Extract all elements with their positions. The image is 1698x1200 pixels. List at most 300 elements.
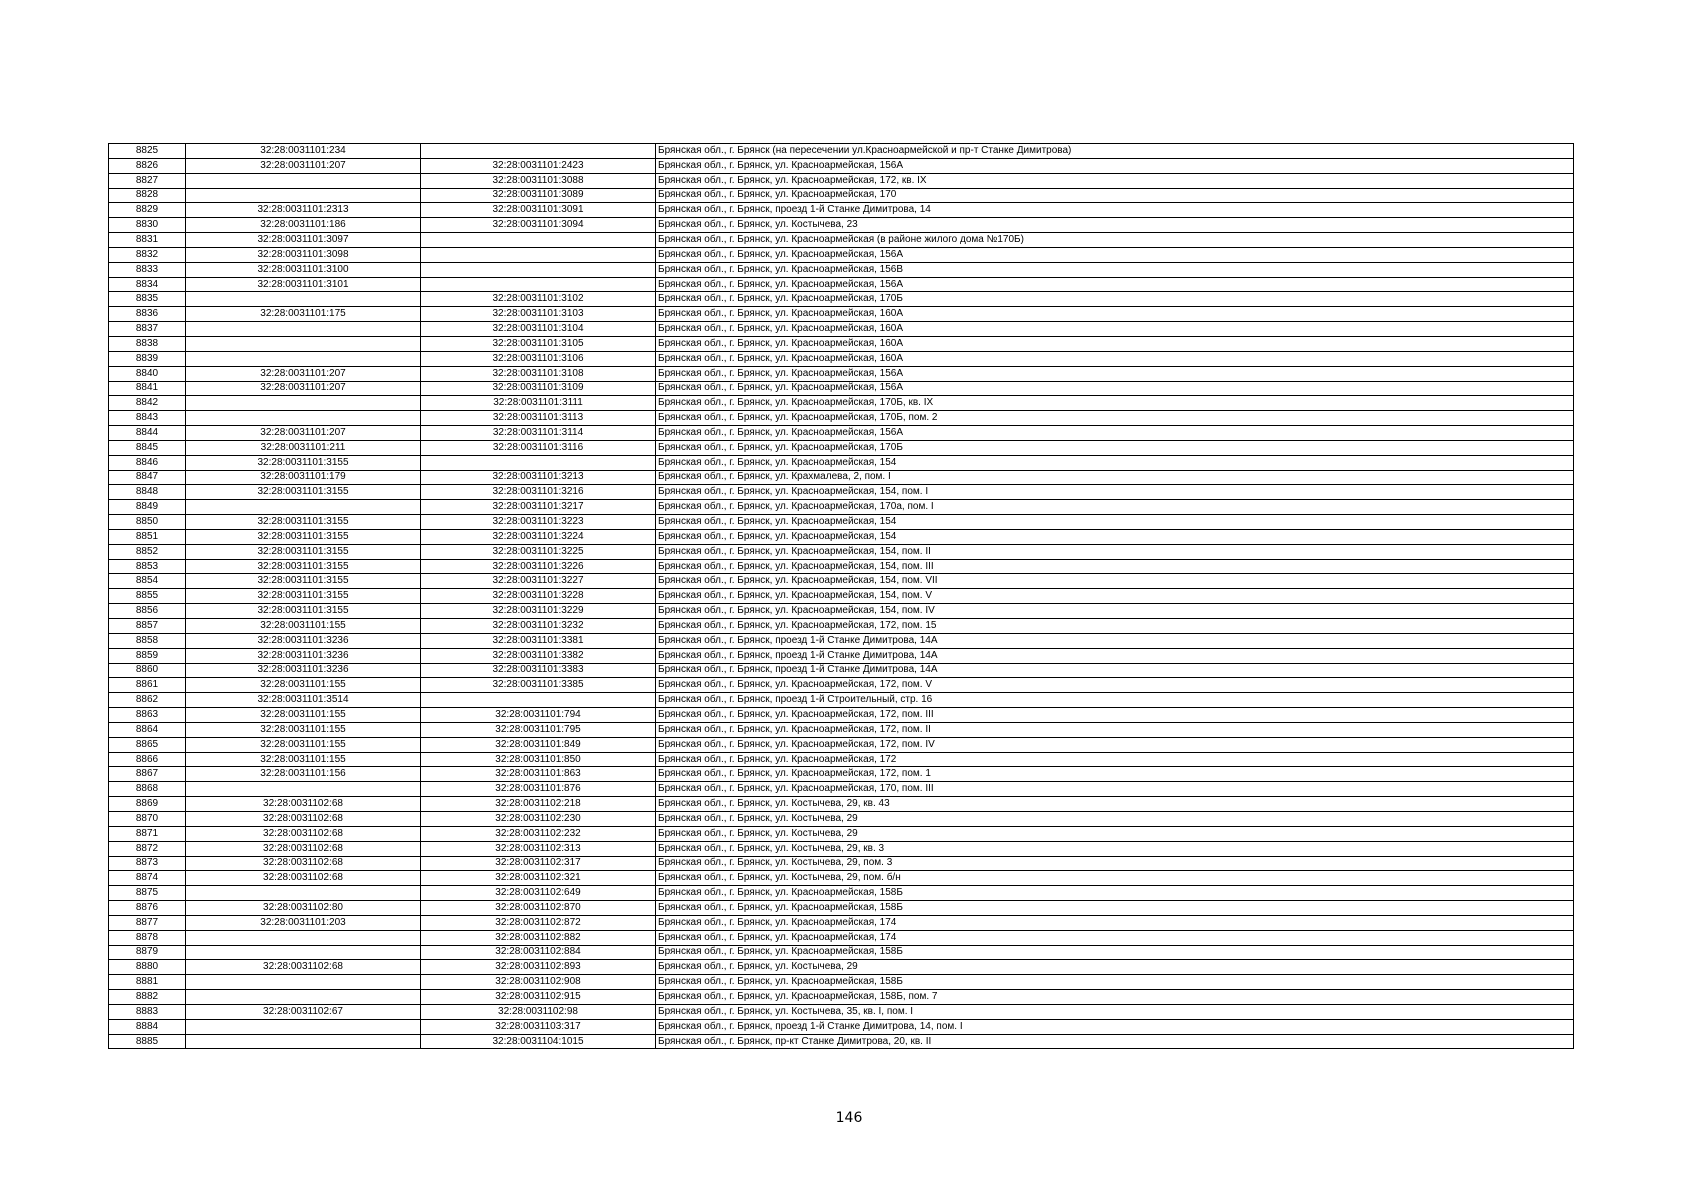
object-cadastral-number-cell: 32:28:0031101:3232 bbox=[421, 619, 656, 634]
address-prefix: Брянская обл., г. Брянск, bbox=[658, 649, 776, 661]
address-cell bbox=[656, 663, 1574, 678]
table-row bbox=[109, 678, 1574, 693]
address-prefix: Брянская обл., г. Брянск, bbox=[658, 456, 776, 468]
address-detail: ул. Красноармейская, 154 bbox=[775, 530, 897, 542]
land-cadastral-number-cell: 32:28:0031101:155 bbox=[186, 737, 421, 752]
address-cell bbox=[656, 351, 1574, 366]
table-row bbox=[109, 144, 1574, 159]
address-prefix: Брянская обл., г. Брянск, bbox=[658, 723, 776, 735]
object-cadastral-number-cell: 32:28:0031101:3089 bbox=[421, 188, 656, 203]
table-row bbox=[109, 945, 1574, 960]
address-cell bbox=[656, 990, 1574, 1005]
address-detail: ул. Красноармейская, 170Б, пом. 2 bbox=[775, 412, 938, 424]
land-cadastral-number-cell: 32:28:0031101:3155 bbox=[186, 515, 421, 530]
land-cadastral-number-cell: 32:28:0031101:3155 bbox=[186, 604, 421, 619]
object-cadastral-number-cell: 32:28:0031101:3228 bbox=[421, 589, 656, 604]
row-number-cell: 8835 bbox=[109, 292, 186, 307]
table-row bbox=[109, 485, 1574, 500]
address-prefix: Брянская обл., г. Брянск, bbox=[658, 308, 776, 320]
row-number-cell: 8861 bbox=[109, 678, 186, 693]
land-cadastral-number-cell: 32:28:0031101:3155 bbox=[186, 589, 421, 604]
row-number-cell: 8881 bbox=[109, 975, 186, 990]
object-cadastral-number-cell: 32:28:0031101:3105 bbox=[421, 336, 656, 351]
row-number-cell: 8879 bbox=[109, 945, 186, 960]
address-prefix: Брянская обл., г. Брянск, bbox=[658, 887, 776, 899]
address-detail: ул. Красноармейская, 154, пом. II bbox=[775, 545, 931, 557]
address-prefix: Брянская обл., г. Брянск, bbox=[658, 634, 776, 646]
land-cadastral-number-cell: 32:28:0031101:155 bbox=[186, 678, 421, 693]
address-detail: ул. Красноармейская, 156В bbox=[775, 263, 904, 275]
address-detail: ул. Костычева, 29 bbox=[775, 812, 858, 824]
table-row bbox=[109, 930, 1574, 945]
address-prefix: Брянская обл., г. Брянск, bbox=[658, 931, 776, 943]
address-prefix: Брянская обл., г. Брянск, bbox=[658, 605, 776, 617]
address-cell bbox=[656, 544, 1574, 559]
address-detail: ул. Красноармейская, 154, пом. V bbox=[775, 590, 932, 602]
row-number-cell: 8834 bbox=[109, 277, 186, 292]
address-cell bbox=[656, 277, 1574, 292]
land-cadastral-number-cell bbox=[186, 500, 421, 515]
object-cadastral-number-cell: 32:28:0031101:863 bbox=[421, 767, 656, 782]
row-number-cell: 8832 bbox=[109, 247, 186, 262]
row-number-cell: 8844 bbox=[109, 426, 186, 441]
address-prefix: Брянская обл., г. Брянск, bbox=[658, 278, 776, 290]
object-cadastral-number-cell: 32:28:0031101:3217 bbox=[421, 500, 656, 515]
address-cell bbox=[656, 811, 1574, 826]
land-cadastral-number-cell: 32:28:0031101:3236 bbox=[186, 648, 421, 663]
address-prefix: Брянская обл., г. Брянск, bbox=[658, 352, 776, 364]
row-number-cell: 8866 bbox=[109, 752, 186, 767]
land-cadastral-number-cell: 32:28:0031101:3155 bbox=[186, 529, 421, 544]
land-cadastral-number-cell: 32:28:0031101:2313 bbox=[186, 203, 421, 218]
object-cadastral-number-cell: 32:28:0031101:2423 bbox=[421, 158, 656, 173]
land-cadastral-number-cell bbox=[186, 188, 421, 203]
row-number-cell: 8857 bbox=[109, 619, 186, 634]
address-prefix: Брянская обл., г. Брянск, bbox=[658, 219, 776, 231]
object-cadastral-number-cell: 32:28:0031102:908 bbox=[421, 975, 656, 990]
object-cadastral-number-cell: 32:28:0031101:3111 bbox=[421, 396, 656, 411]
address-prefix: Брянская обл., г. Брянск, bbox=[658, 486, 776, 498]
address-prefix: Брянская обл., г. Брянск, bbox=[658, 159, 776, 171]
object-cadastral-number-cell: 32:28:0031102:230 bbox=[421, 811, 656, 826]
object-cadastral-number-cell: 32:28:0031102:649 bbox=[421, 886, 656, 901]
land-cadastral-number-cell bbox=[186, 930, 421, 945]
table-row bbox=[109, 633, 1574, 648]
address-prefix: Брянская обл., г. Брянск, bbox=[658, 812, 776, 824]
table-row bbox=[109, 500, 1574, 515]
table-row bbox=[109, 515, 1574, 530]
object-cadastral-number-cell: 32:28:0031101:849 bbox=[421, 737, 656, 752]
object-cadastral-number-cell: 32:28:0031101:3216 bbox=[421, 485, 656, 500]
land-cadastral-number-cell bbox=[186, 336, 421, 351]
row-number-cell: 8836 bbox=[109, 307, 186, 322]
address-cell bbox=[656, 292, 1574, 307]
row-number-cell: 8842 bbox=[109, 396, 186, 411]
table-row bbox=[109, 307, 1574, 322]
row-number-cell: 8848 bbox=[109, 485, 186, 500]
address-prefix: Брянская обл., г. Брянск, bbox=[658, 738, 776, 750]
row-number-cell: 8883 bbox=[109, 1004, 186, 1019]
table-row bbox=[109, 426, 1574, 441]
land-cadastral-number-cell: 32:28:0031101:175 bbox=[186, 307, 421, 322]
land-cadastral-number-cell bbox=[186, 411, 421, 426]
address-prefix: Брянская обл., г. Брянск, bbox=[658, 768, 776, 780]
address-detail: ул. Красноармейская, 154, пом. III bbox=[775, 560, 934, 572]
address-cell bbox=[656, 1019, 1574, 1034]
row-number-cell: 8841 bbox=[109, 381, 186, 396]
address-detail: ул. Красноармейская, 170а, пом. I bbox=[775, 501, 934, 513]
object-cadastral-number-cell: 32:28:0031101:3383 bbox=[421, 663, 656, 678]
land-cadastral-number-cell: 32:28:0031101:3097 bbox=[186, 233, 421, 248]
address-prefix: Брянская обл., г. Брянск, bbox=[658, 471, 776, 483]
address-cell bbox=[656, 901, 1574, 916]
address-cell bbox=[656, 396, 1574, 411]
land-cadastral-number-cell bbox=[186, 173, 421, 188]
address-cell bbox=[656, 322, 1574, 337]
land-cadastral-number-cell bbox=[186, 322, 421, 337]
row-number-cell: 8854 bbox=[109, 574, 186, 589]
object-cadastral-number-cell bbox=[421, 262, 656, 277]
address-cell bbox=[656, 440, 1574, 455]
land-cadastral-number-cell: 32:28:0031101:207 bbox=[186, 366, 421, 381]
object-cadastral-number-cell bbox=[421, 144, 656, 159]
address-detail: ул. Красноармейская, 156А bbox=[775, 159, 904, 171]
row-number-cell: 8850 bbox=[109, 515, 186, 530]
address-cell bbox=[656, 930, 1574, 945]
address-prefix: Брянская обл., г. Брянск, bbox=[658, 204, 776, 216]
land-cadastral-number-cell: 32:28:0031102:68 bbox=[186, 797, 421, 812]
object-cadastral-number-cell: 32:28:0031102:872 bbox=[421, 915, 656, 930]
address-detail: ул. Крахмалева, 2, пом. I bbox=[775, 471, 891, 483]
address-cell bbox=[656, 336, 1574, 351]
address-detail: ул. Костычева, 29, кв. 3 bbox=[775, 842, 885, 854]
address-prefix: Брянская обл., г. Брянск, bbox=[658, 783, 776, 795]
table-row bbox=[109, 901, 1574, 916]
object-cadastral-number-cell bbox=[421, 693, 656, 708]
address-detail: ул. Красноармейская, 170Б bbox=[775, 293, 903, 305]
address-detail: ул. Красноармейская, 170, пом. III bbox=[775, 783, 934, 795]
address-cell bbox=[656, 797, 1574, 812]
table-row bbox=[109, 975, 1574, 990]
object-cadastral-number-cell bbox=[421, 233, 656, 248]
land-cadastral-number-cell bbox=[186, 945, 421, 960]
address-cell bbox=[656, 574, 1574, 589]
address-cell bbox=[656, 381, 1574, 396]
address-detail: ул. Красноармейская, 170Б, кв. IX bbox=[775, 397, 934, 409]
land-cadastral-number-cell: 32:28:0031101:234 bbox=[186, 144, 421, 159]
object-cadastral-number-cell: 32:28:0031101:3225 bbox=[421, 544, 656, 559]
address-cell bbox=[656, 500, 1574, 515]
address-prefix: Брянская обл., г. Брянск, bbox=[658, 560, 776, 572]
object-cadastral-number-cell: 32:28:0031101:3385 bbox=[421, 678, 656, 693]
address-detail: ул. Красноармейская, 154 bbox=[775, 456, 897, 468]
address-cell bbox=[656, 173, 1574, 188]
table-row bbox=[109, 826, 1574, 841]
address-detail: проезд 1-й Станке Димитрова, 14А bbox=[775, 664, 938, 676]
row-number-cell: 8829 bbox=[109, 203, 186, 218]
object-cadastral-number-cell: 32:28:0031101:876 bbox=[421, 782, 656, 797]
object-cadastral-number-cell bbox=[421, 247, 656, 262]
row-number-cell: 8826 bbox=[109, 158, 186, 173]
address-cell bbox=[656, 841, 1574, 856]
row-number-cell: 8867 bbox=[109, 767, 186, 782]
land-cadastral-number-cell bbox=[186, 396, 421, 411]
address-cell bbox=[656, 307, 1574, 322]
address-prefix: Брянская обл., г. Брянск, bbox=[658, 174, 776, 186]
row-number-cell: 8885 bbox=[109, 1034, 186, 1049]
address-cell bbox=[656, 752, 1574, 767]
address-prefix: Брянская обл., г. Брянск, bbox=[658, 619, 776, 631]
land-cadastral-number-cell bbox=[186, 975, 421, 990]
land-cadastral-number-cell: 32:28:0031101:156 bbox=[186, 767, 421, 782]
table-row bbox=[109, 396, 1574, 411]
address-detail: ул. Красноармейская, 158Б bbox=[775, 901, 903, 913]
address-detail: ул. Красноармейская, 156А bbox=[775, 278, 904, 290]
address-cell bbox=[656, 604, 1574, 619]
land-cadastral-number-cell: 32:28:0031101:3100 bbox=[186, 262, 421, 277]
row-number-cell: 8833 bbox=[109, 262, 186, 277]
row-number-cell: 8864 bbox=[109, 722, 186, 737]
land-cadastral-number-cell: 32:28:0031102:67 bbox=[186, 1004, 421, 1019]
address-prefix: Брянская обл., г. Брянск, bbox=[658, 679, 776, 691]
row-number-cell: 8838 bbox=[109, 336, 186, 351]
table-row bbox=[109, 188, 1574, 203]
address-detail: ул. Красноармейская, 156А bbox=[775, 367, 904, 379]
table-row bbox=[109, 811, 1574, 826]
land-cadastral-number-cell: 32:28:0031101:186 bbox=[186, 218, 421, 233]
address-prefix: Брянская обл., г. Брянск, bbox=[658, 501, 776, 513]
address-detail: ул. Красноармейская, 170Б bbox=[775, 441, 903, 453]
address-prefix: Брянская обл., г. Брянск, bbox=[658, 1005, 776, 1017]
table-row bbox=[109, 737, 1574, 752]
land-cadastral-number-cell: 32:28:0031101:3514 bbox=[186, 693, 421, 708]
land-cadastral-number-cell bbox=[186, 1034, 421, 1049]
land-cadastral-number-cell bbox=[186, 292, 421, 307]
table-row bbox=[109, 277, 1574, 292]
address-detail: ул. Красноармейская, 160А bbox=[775, 337, 904, 349]
address-cell bbox=[656, 826, 1574, 841]
address-detail: ул. Красноармейская, 156А bbox=[775, 248, 904, 260]
object-cadastral-number-cell: 32:28:0031102:884 bbox=[421, 945, 656, 960]
address-prefix: Брянская обл., г. Брянск, bbox=[658, 189, 776, 201]
table-row bbox=[109, 262, 1574, 277]
object-cadastral-number-cell: 32:28:0031101:3113 bbox=[421, 411, 656, 426]
object-cadastral-number-cell: 32:28:0031101:3116 bbox=[421, 440, 656, 455]
row-number-cell: 8871 bbox=[109, 826, 186, 841]
address-prefix: Брянская обл., г. Брянск, bbox=[658, 233, 776, 245]
land-cadastral-number-cell: 32:28:0031102:80 bbox=[186, 901, 421, 916]
address-detail: проезд 1-й Станке Димитрова, 14, пом. I bbox=[775, 1020, 963, 1032]
address-cell bbox=[656, 693, 1574, 708]
address-cell bbox=[656, 1034, 1574, 1049]
row-number-cell: 8862 bbox=[109, 693, 186, 708]
address-cell bbox=[656, 589, 1574, 604]
table-row bbox=[109, 841, 1574, 856]
object-cadastral-number-cell: 32:28:0031101:3226 bbox=[421, 559, 656, 574]
object-cadastral-number-cell: 32:28:0031102:882 bbox=[421, 930, 656, 945]
table-row bbox=[109, 752, 1574, 767]
address-detail: ул. Красноармейская, 158Б bbox=[775, 976, 903, 988]
object-cadastral-number-cell: 32:28:0031101:3106 bbox=[421, 351, 656, 366]
address-cell bbox=[656, 737, 1574, 752]
address-prefix: Брянская обл., г. Брянск, bbox=[658, 248, 776, 260]
address-detail: проезд 1-й Станке Димитрова, 14А bbox=[775, 634, 938, 646]
address-prefix: Брянская обл., г. Брянск, bbox=[658, 516, 776, 528]
row-number-cell: 8830 bbox=[109, 218, 186, 233]
address-prefix: Брянская обл., г. Брянск, bbox=[658, 753, 776, 765]
registry-table-body bbox=[109, 144, 1574, 1049]
address-prefix: Брянская обл., г. Брянск, bbox=[658, 694, 776, 706]
address-cell bbox=[656, 767, 1574, 782]
land-cadastral-number-cell bbox=[186, 990, 421, 1005]
address-cell bbox=[656, 262, 1574, 277]
address-cell bbox=[656, 515, 1574, 530]
row-number-cell: 8859 bbox=[109, 648, 186, 663]
address-detail: проезд 1-й Станке Димитрова, 14А bbox=[775, 649, 938, 661]
address-prefix: Брянская обл., г. Брянск, bbox=[658, 961, 776, 973]
address-cell bbox=[656, 1004, 1574, 1019]
land-cadastral-number-cell: 32:28:0031102:68 bbox=[186, 826, 421, 841]
table-row bbox=[109, 411, 1574, 426]
land-cadastral-number-cell: 32:28:0031101:3098 bbox=[186, 247, 421, 262]
address-cell bbox=[656, 203, 1574, 218]
table-row bbox=[109, 708, 1574, 723]
address-detail: ул. Костычева, 29, пом. 3 bbox=[775, 857, 893, 869]
address-detail: ул. Красноармейская, 154, пом. I bbox=[775, 486, 929, 498]
table-row bbox=[109, 366, 1574, 381]
land-cadastral-number-cell: 32:28:0031101:3101 bbox=[186, 277, 421, 292]
row-number-cell: 8868 bbox=[109, 782, 186, 797]
table-row bbox=[109, 886, 1574, 901]
address-cell bbox=[656, 426, 1574, 441]
object-cadastral-number-cell: 32:28:0031101:3224 bbox=[421, 529, 656, 544]
row-number-cell: 8869 bbox=[109, 797, 186, 812]
object-cadastral-number-cell: 32:28:0031102:321 bbox=[421, 871, 656, 886]
table-row bbox=[109, 722, 1574, 737]
address-prefix: Брянская обл., г. Брянск, bbox=[658, 323, 776, 335]
address-prefix: Брянская обл., г. Брянск, bbox=[658, 857, 776, 869]
address-cell bbox=[656, 648, 1574, 663]
address-prefix: Брянская обл., г. Брянск, bbox=[658, 1035, 776, 1047]
address-prefix: Брянская обл., г. Брянск, bbox=[658, 708, 776, 720]
address-prefix: Брянская обл., г. Брянск, bbox=[658, 901, 776, 913]
table-row bbox=[109, 960, 1574, 975]
address-prefix: Брянская обл., г. Брянск, bbox=[658, 545, 776, 557]
address-detail: ул. Костычева, 29, кв. 43 bbox=[775, 798, 890, 810]
table-row bbox=[109, 381, 1574, 396]
table-row bbox=[109, 233, 1574, 248]
table-row bbox=[109, 292, 1574, 307]
object-cadastral-number-cell bbox=[421, 277, 656, 292]
object-cadastral-number-cell: 32:28:0031101:3109 bbox=[421, 381, 656, 396]
table-row bbox=[109, 440, 1574, 455]
object-cadastral-number-cell: 32:28:0031102:218 bbox=[421, 797, 656, 812]
land-cadastral-number-cell: 32:28:0031102:68 bbox=[186, 856, 421, 871]
table-row bbox=[109, 856, 1574, 871]
address-detail: ул. Красноармейская, 174 bbox=[775, 931, 897, 943]
address-detail: ул. Красноармейская, 160А bbox=[775, 352, 904, 364]
row-number-cell: 8840 bbox=[109, 366, 186, 381]
land-cadastral-number-cell: 32:28:0031101:155 bbox=[186, 619, 421, 634]
row-number-cell: 8839 bbox=[109, 351, 186, 366]
table-row bbox=[109, 173, 1574, 188]
object-cadastral-number-cell: 32:28:0031102:232 bbox=[421, 826, 656, 841]
address-prefix: Брянская обл., г. Брянск, bbox=[658, 397, 776, 409]
address-cell bbox=[656, 960, 1574, 975]
address-cell bbox=[656, 945, 1574, 960]
row-number-cell: 8828 bbox=[109, 188, 186, 203]
row-number-cell: 8843 bbox=[109, 411, 186, 426]
land-cadastral-number-cell bbox=[186, 782, 421, 797]
object-cadastral-number-cell: 32:28:0031103:317 bbox=[421, 1019, 656, 1034]
address-cell bbox=[656, 411, 1574, 426]
address-cell bbox=[656, 485, 1574, 500]
row-number-cell: 8827 bbox=[109, 173, 186, 188]
address-cell bbox=[656, 619, 1574, 634]
object-cadastral-number-cell: 32:28:0031102:915 bbox=[421, 990, 656, 1005]
address-cell bbox=[656, 233, 1574, 248]
address-cell bbox=[656, 915, 1574, 930]
address-cell bbox=[656, 529, 1574, 544]
land-cadastral-number-cell: 32:28:0031101:155 bbox=[186, 752, 421, 767]
table-row bbox=[109, 559, 1574, 574]
object-cadastral-number-cell: 32:28:0031101:3108 bbox=[421, 366, 656, 381]
object-cadastral-number-cell: 32:28:0031102:893 bbox=[421, 960, 656, 975]
object-cadastral-number-cell bbox=[421, 455, 656, 470]
address-detail: ул. Красноармейская, 156А bbox=[775, 426, 904, 438]
row-number-cell: 8853 bbox=[109, 559, 186, 574]
land-cadastral-number-cell: 32:28:0031102:68 bbox=[186, 871, 421, 886]
address-detail: ул. Красноармейская, 158Б bbox=[775, 887, 903, 899]
address-prefix: Брянская обл., г. Брянск, bbox=[658, 1020, 776, 1032]
address-prefix: Брянская обл., г. Брянск, bbox=[658, 412, 776, 424]
address-prefix: Брянская обл., г. Брянск, bbox=[658, 798, 776, 810]
table-row bbox=[109, 871, 1574, 886]
address-prefix: Брянская обл., г. Брянск, bbox=[658, 916, 776, 928]
address-prefix: Брянская обл., г. Брянск, bbox=[658, 293, 776, 305]
address-detail: ул. Красноармейская, 160А bbox=[775, 308, 904, 320]
object-cadastral-number-cell: 32:28:0031101:3103 bbox=[421, 307, 656, 322]
row-number-cell: 8884 bbox=[109, 1019, 186, 1034]
object-cadastral-number-cell: 32:28:0031104:1015 bbox=[421, 1034, 656, 1049]
address-detail: ул. Красноармейская, 172, кв. IX bbox=[775, 174, 927, 186]
row-number-cell: 8875 bbox=[109, 886, 186, 901]
land-cadastral-number-cell: 32:28:0031101:155 bbox=[186, 722, 421, 737]
address-prefix: Брянская обл., г. Брянск, bbox=[658, 872, 776, 884]
row-number-cell: 8873 bbox=[109, 856, 186, 871]
row-number-cell: 8837 bbox=[109, 322, 186, 337]
address-detail: ул. Красноармейская, 154, пом. IV bbox=[775, 605, 935, 617]
row-number-cell: 8825 bbox=[109, 144, 186, 159]
address-prefix: Брянская обл., г. Брянск, bbox=[658, 590, 776, 602]
address-cell bbox=[656, 559, 1574, 574]
address-detail: ул. Красноармейская, 156А bbox=[775, 382, 904, 394]
address-cell bbox=[656, 366, 1574, 381]
row-number-cell: 8878 bbox=[109, 930, 186, 945]
object-cadastral-number-cell: 32:28:0031101:3091 bbox=[421, 203, 656, 218]
object-cadastral-number-cell: 32:28:0031101:795 bbox=[421, 722, 656, 737]
table-row bbox=[109, 544, 1574, 559]
land-cadastral-number-cell: 32:28:0031101:3236 bbox=[186, 663, 421, 678]
land-cadastral-number-cell: 32:28:0031101:3155 bbox=[186, 574, 421, 589]
address-prefix: Брянская обл., г. Брянск, bbox=[658, 976, 776, 988]
address-cell bbox=[656, 633, 1574, 648]
address-detail: ул. Костычева, 29, пом. б/н bbox=[775, 872, 901, 884]
address-cell bbox=[656, 708, 1574, 723]
object-cadastral-number-cell: 32:28:0031102:317 bbox=[421, 856, 656, 871]
table-row bbox=[109, 589, 1574, 604]
object-cadastral-number-cell: 32:28:0031101:3114 bbox=[421, 426, 656, 441]
